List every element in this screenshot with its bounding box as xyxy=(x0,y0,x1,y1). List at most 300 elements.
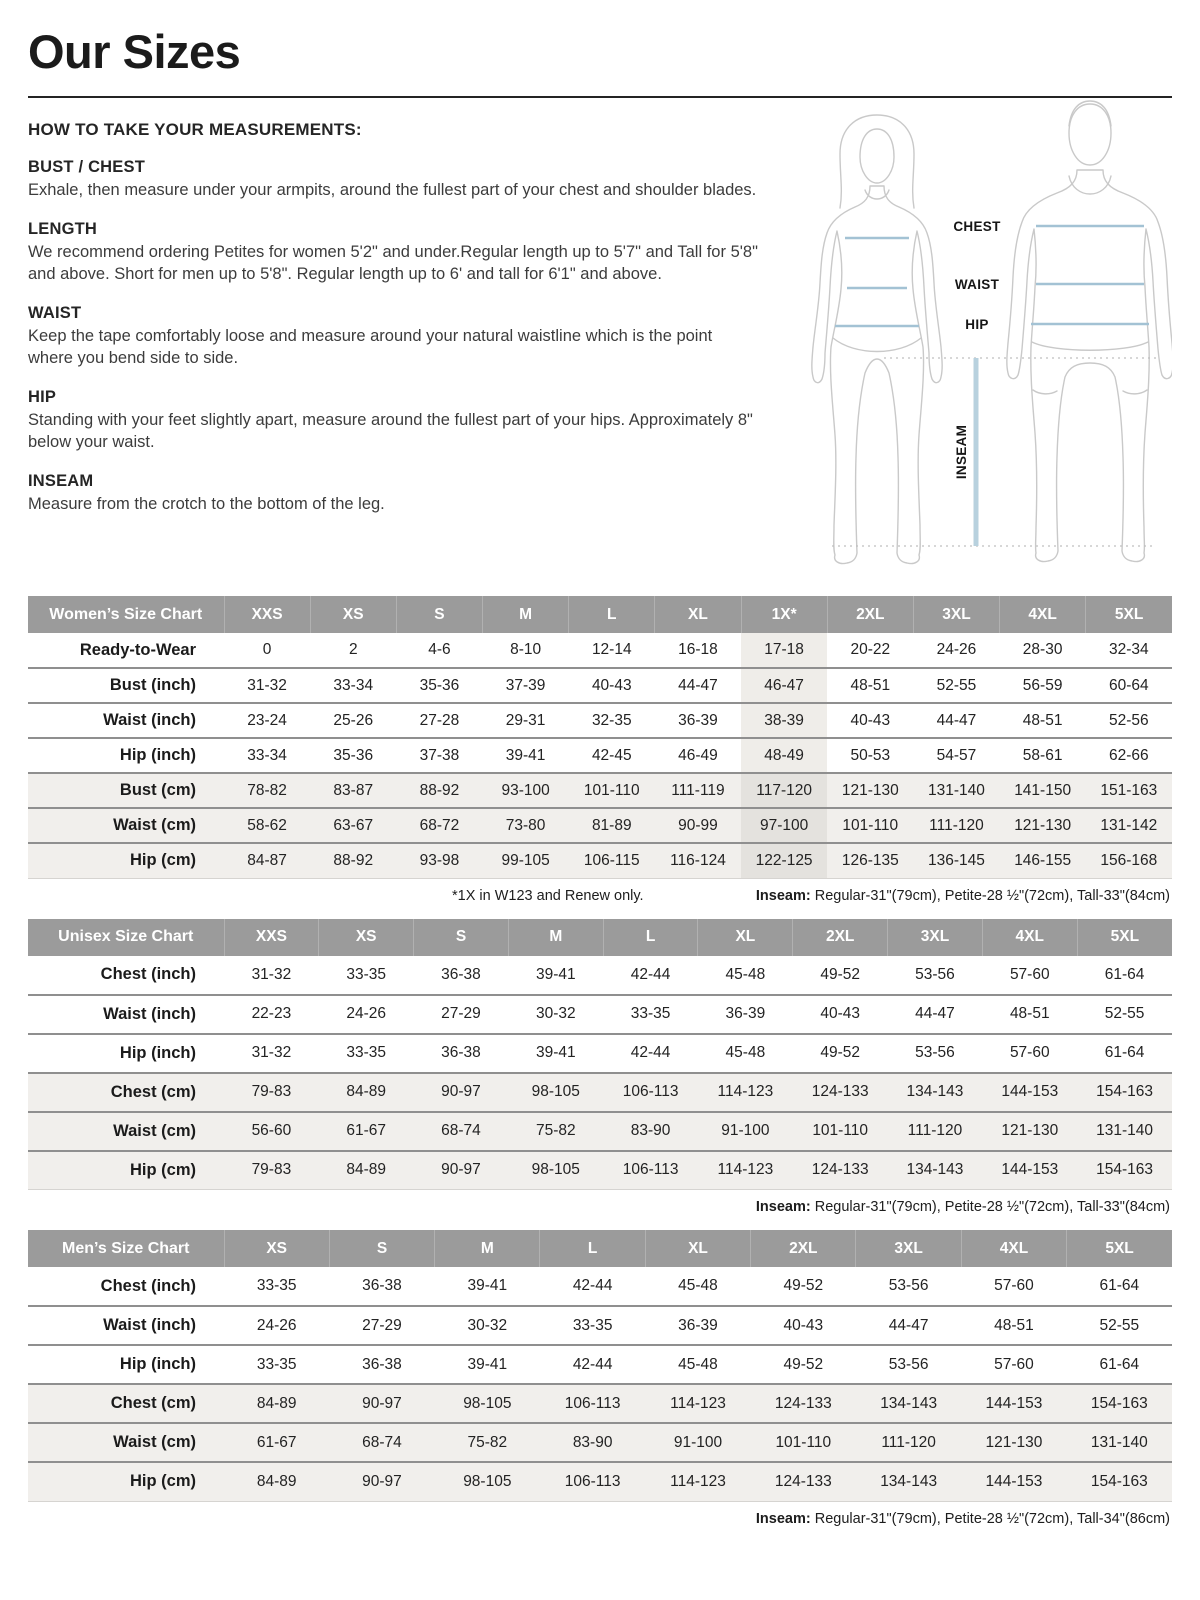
size-cell: 114-123 xyxy=(670,1394,726,1412)
table-header-row xyxy=(28,1230,1172,1267)
waist-label: WAIST xyxy=(954,277,1000,292)
size-cell: 37-39 xyxy=(505,676,546,694)
size-cell: 61-64 xyxy=(1104,1044,1145,1061)
table-header-row xyxy=(28,596,1172,633)
size-cell: 73-80 xyxy=(505,816,546,834)
size-cell: 36-38 xyxy=(362,1355,402,1373)
size-cell: 44-47 xyxy=(936,711,977,729)
size-column-header: M xyxy=(435,1230,540,1267)
woman-body xyxy=(812,186,942,564)
man-shorts-waistband xyxy=(1032,342,1148,350)
size-cell: 83-90 xyxy=(572,1433,613,1451)
size-cell: 35-36 xyxy=(333,746,374,764)
size-column-header: 2XL xyxy=(751,1230,856,1267)
size-cell: 27-29 xyxy=(362,1316,402,1334)
size-cell: 46-49 xyxy=(678,746,718,764)
size-column-header: XS xyxy=(224,1230,329,1267)
row-label: Bust (cm) xyxy=(119,781,196,799)
size-cell: 36-39 xyxy=(678,1316,718,1334)
size-cell: 0 xyxy=(262,641,272,658)
page-title: Our Sizes xyxy=(28,25,241,78)
size-column-header: 4XL xyxy=(961,1230,1066,1267)
size-cell: 131-140 xyxy=(1096,1122,1154,1139)
size-cell: 48-51 xyxy=(1009,1005,1050,1022)
size-cell: 79-83 xyxy=(251,1161,292,1179)
size-cell: 151-163 xyxy=(1100,781,1158,799)
inseam-note-text: Regular-31"(79cm), Petite-28 ½"(72cm), Tall-33"(84cm) xyxy=(810,887,1170,904)
womens-size-chart-section xyxy=(28,596,1172,911)
row-label: Hip (cm) xyxy=(130,1160,196,1179)
size-cell: 42-44 xyxy=(630,965,671,983)
row-label: Hip (inch) xyxy=(119,746,196,764)
size-cell: 45-48 xyxy=(725,1044,766,1061)
size-cell: 37-38 xyxy=(419,746,460,764)
size-column-header: M xyxy=(508,919,603,956)
size-cell: 75-82 xyxy=(467,1433,508,1451)
row-label: Waist (cm) xyxy=(113,1433,196,1451)
mens-size-chart-table xyxy=(28,1230,1172,1502)
size-cell: 42-44 xyxy=(572,1355,613,1373)
measurement-diagram xyxy=(772,96,1172,588)
section-body-waist: Keep the tape comfortably loose and measure around your natural waistline which is the point where you bend side to side. xyxy=(28,326,713,367)
section-title-bust-chest: BUST / CHEST xyxy=(28,158,145,176)
inseam-note-text: Regular-31"(79cm), Petite-28 ½"(72cm), Tall-34"(86cm) xyxy=(810,1510,1170,1527)
table-row xyxy=(28,703,1172,738)
mens-table-footnotes xyxy=(28,1502,1172,1534)
size-column-header: 1X* xyxy=(741,596,827,633)
size-cell: 29-31 xyxy=(505,711,546,729)
table-row xyxy=(28,1345,1172,1384)
size-cell: 58-62 xyxy=(247,816,287,834)
size-cell: 45-48 xyxy=(725,965,766,983)
size-cell: 114-123 xyxy=(717,1161,774,1179)
table-row xyxy=(28,1306,1172,1345)
size-cell: 68-74 xyxy=(362,1433,402,1451)
hip-label: HIP xyxy=(965,317,989,332)
size-cell: 154-163 xyxy=(1096,1083,1154,1100)
man-head xyxy=(1069,104,1111,165)
size-cell: 63-67 xyxy=(333,816,374,834)
size-column-header: L xyxy=(603,919,698,956)
row-label: Hip (inch) xyxy=(119,1043,196,1062)
size-cell: 124-133 xyxy=(774,1394,832,1412)
unisex-inseam-note xyxy=(756,1199,1170,1215)
size-cell: 24-26 xyxy=(346,1005,387,1022)
man-shorts-hem-right xyxy=(1123,390,1147,394)
woman-face xyxy=(860,129,894,183)
size-cell: 33-34 xyxy=(247,746,287,764)
size-cell: 75-82 xyxy=(535,1122,576,1139)
inseam-note-text: Regular-31"(79cm), Petite-28 ½"(72cm), Tall-33"(84cm) xyxy=(810,1199,1170,1215)
body-outlines-illustration xyxy=(772,96,1172,570)
size-cell: 45-48 xyxy=(678,1355,718,1373)
size-cell: 20-22 xyxy=(850,641,891,658)
inseam-note-label: Inseam: xyxy=(755,887,811,904)
size-cell: 78-82 xyxy=(247,781,287,799)
size-cell: 39-41 xyxy=(535,1044,576,1061)
size-cell: 53-56 xyxy=(915,965,955,983)
size-cell: 144-153 xyxy=(1001,1083,1059,1100)
size-cell: 98-105 xyxy=(463,1472,512,1490)
size-cell: 61-67 xyxy=(346,1122,387,1139)
size-cell: 33-34 xyxy=(333,676,374,694)
table-row xyxy=(28,843,1172,878)
inseam-note-label: Inseam: xyxy=(755,1199,811,1215)
size-column-header: XL xyxy=(645,1230,750,1267)
size-cell: 101-110 xyxy=(775,1433,832,1451)
size-cell: 45-48 xyxy=(678,1277,718,1294)
size-cell: 98-105 xyxy=(531,1161,580,1179)
size-cell: 48-51 xyxy=(1022,711,1063,729)
row-label: Waist (inch) xyxy=(103,711,196,729)
size-cell: 124-133 xyxy=(811,1161,869,1179)
size-column-header: 5XL xyxy=(1077,919,1172,956)
size-cell: 57-60 xyxy=(994,1277,1034,1294)
size-cell: 12-14 xyxy=(591,641,632,658)
size-cell: 88-92 xyxy=(333,851,374,869)
size-cell: 44-47 xyxy=(888,1316,929,1334)
size-column-header: L xyxy=(569,596,655,633)
size-cell: 136-145 xyxy=(928,851,985,869)
size-cell: 25-26 xyxy=(333,711,374,729)
size-cell: 36-39 xyxy=(678,711,718,729)
size-cell: 90-97 xyxy=(362,1394,402,1412)
woman-bikini-line xyxy=(833,338,921,352)
size-cell: 106-113 xyxy=(564,1394,621,1412)
section-body-hip: Standing with your feet slightly apart, measure around the fullest part of your hips. Approximately 8" below your waist. xyxy=(28,410,753,451)
size-cell: 101-110 xyxy=(842,816,899,834)
size-cell: 27-28 xyxy=(419,711,460,729)
size-cell: 98-105 xyxy=(463,1394,512,1412)
table-row xyxy=(28,1151,1172,1190)
size-column-header: L xyxy=(540,1230,645,1267)
size-column-header: 5XL xyxy=(1086,596,1172,633)
size-cell: 144-153 xyxy=(985,1394,1043,1412)
size-cell: 60-64 xyxy=(1109,676,1149,694)
size-cell: 49-52 xyxy=(820,1044,860,1061)
row-label: Waist (inch) xyxy=(103,1316,196,1334)
size-cell: 42-44 xyxy=(572,1277,613,1294)
size-cell: 154-163 xyxy=(1090,1394,1148,1412)
section-body-bust-chest: Exhale, then measure under your armpits, around the fullest part of your chest and shoulder blades. xyxy=(28,181,757,199)
size-cell: 98-105 xyxy=(531,1083,580,1100)
table-row xyxy=(28,808,1172,843)
size-cell: 122-125 xyxy=(741,843,827,878)
man-figure xyxy=(1007,101,1172,562)
size-cell: 49-52 xyxy=(783,1277,824,1294)
row-label: Ready-to-Wear xyxy=(79,640,196,659)
size-column-header: XS xyxy=(319,919,414,956)
size-cell: 124-133 xyxy=(774,1472,832,1490)
size-column-header: S xyxy=(414,919,509,956)
size-cell: 68-74 xyxy=(441,1122,481,1139)
size-cell: 101-110 xyxy=(583,781,640,799)
size-cell: 141-150 xyxy=(1014,781,1072,799)
size-cell: 31-32 xyxy=(251,1044,292,1061)
size-cell: 90-97 xyxy=(441,1161,481,1179)
size-cell: 53-56 xyxy=(888,1355,929,1373)
size-cell: 32-35 xyxy=(591,711,632,729)
size-cell: 121-130 xyxy=(1001,1122,1059,1139)
size-cell: 42-45 xyxy=(591,746,632,764)
size-cell: 46-47 xyxy=(741,668,827,703)
size-cell: 144-153 xyxy=(985,1472,1043,1490)
section-title-length: LENGTH xyxy=(28,219,98,238)
table-row xyxy=(28,1462,1172,1501)
table-row xyxy=(28,668,1172,703)
size-column-header: XXS xyxy=(224,919,319,956)
size-cell: 61-64 xyxy=(1099,1277,1140,1294)
table-row xyxy=(28,1034,1172,1073)
row-label: Waist (cm) xyxy=(113,816,196,834)
size-cell: 57-60 xyxy=(994,1355,1034,1373)
size-cell: 156-168 xyxy=(1100,851,1158,869)
size-column-header: 2XL xyxy=(793,919,888,956)
section-title-inseam: INSEAM xyxy=(28,471,94,490)
mens-size-chart-section xyxy=(28,1230,1172,1534)
size-cell: 40-43 xyxy=(591,676,632,694)
size-cell: 52-55 xyxy=(1099,1316,1140,1334)
man-shorts-hem-left xyxy=(1033,390,1057,394)
size-cell: 30-32 xyxy=(467,1316,508,1334)
size-cell: 99-105 xyxy=(501,851,550,869)
size-cell: 52-55 xyxy=(936,676,977,694)
size-cell: 134-143 xyxy=(906,1083,964,1100)
womens-table-footnotes xyxy=(28,879,1172,911)
size-cell: 56-59 xyxy=(1022,676,1063,694)
size-cell: 28-30 xyxy=(1022,641,1063,658)
size-cell: 39-41 xyxy=(535,965,576,983)
section-body-length: We recommend ordering Petites for women 5'2" and under.Regular length up to 5'7" and Tall for 5'8" and above. Short for men up to 5'8". Regular length up to 6' and tall for 6'1" and above. xyxy=(28,242,758,283)
size-cell: 36-39 xyxy=(725,1005,766,1022)
table-title: Unisex Size Chart xyxy=(28,919,224,956)
size-cell: 84-89 xyxy=(346,1161,387,1179)
table-row xyxy=(28,995,1172,1034)
size-column-header: XL xyxy=(698,919,793,956)
size-column-header: 5XL xyxy=(1067,1230,1172,1267)
womens-inseam-note xyxy=(756,888,1170,904)
table-title: Men’s Size Chart xyxy=(28,1230,224,1267)
size-cell: 61-64 xyxy=(1099,1355,1140,1373)
size-cell: 84-89 xyxy=(256,1472,297,1490)
size-column-header: 3XL xyxy=(856,1230,961,1267)
size-cell: 134-143 xyxy=(880,1472,938,1490)
size-cell: 116-124 xyxy=(670,851,726,869)
intro-heading: HOW TO TAKE YOUR MEASUREMENTS: xyxy=(28,120,362,139)
size-cell: 134-143 xyxy=(880,1394,938,1412)
size-column-header: M xyxy=(483,596,569,633)
section-body-inseam: Measure from the crotch to the bottom of the leg. xyxy=(28,494,385,513)
1x-footnote: *1X in W123 and Renew only. xyxy=(452,887,644,904)
size-cell: 33-35 xyxy=(572,1316,613,1334)
size-cell: 84-87 xyxy=(247,851,287,869)
table-row xyxy=(28,1112,1172,1151)
table-row xyxy=(28,773,1172,808)
size-column-header: 4XL xyxy=(1000,596,1086,633)
size-cell: 154-163 xyxy=(1090,1472,1148,1490)
size-cell: 33-35 xyxy=(346,965,387,983)
table-row xyxy=(28,738,1172,773)
row-label: Waist (cm) xyxy=(113,1121,196,1140)
size-cell: 42-44 xyxy=(630,1044,671,1061)
size-cell: 131-142 xyxy=(1100,816,1158,834)
mens-inseam-note xyxy=(756,1511,1170,1527)
man-hair xyxy=(1069,101,1111,126)
size-cell: 48-51 xyxy=(850,676,891,694)
size-column-header: S xyxy=(329,1230,434,1267)
size-cell: 79-83 xyxy=(251,1083,292,1100)
row-label: Chest (inch) xyxy=(100,965,196,983)
size-cell: 49-52 xyxy=(783,1355,824,1373)
size-cell: 131-140 xyxy=(928,781,985,799)
size-cell: 23-24 xyxy=(247,711,287,729)
size-column-header: XXS xyxy=(224,596,310,633)
size-cell: 114-123 xyxy=(717,1083,774,1100)
size-cell: 111-120 xyxy=(881,1433,936,1451)
size-cell: 62-66 xyxy=(1109,746,1149,764)
table-header-row xyxy=(28,919,1172,956)
size-column-header: S xyxy=(396,596,482,633)
size-cell: 36-38 xyxy=(441,965,481,983)
size-cell: 53-56 xyxy=(888,1277,929,1294)
size-cell: 121-130 xyxy=(841,781,899,799)
table-row xyxy=(28,1073,1172,1112)
size-cell: 90-99 xyxy=(678,816,718,834)
size-cell: 33-35 xyxy=(256,1277,297,1294)
size-cell: 49-52 xyxy=(820,965,860,983)
unisex-size-chart-table xyxy=(28,919,1172,1191)
size-cell: 131-140 xyxy=(1090,1433,1148,1451)
row-label: Chest (cm) xyxy=(110,1082,196,1101)
size-cell: 106-113 xyxy=(622,1161,679,1179)
inseam-note-label: Inseam: xyxy=(755,1510,811,1527)
size-cell: 40-43 xyxy=(820,1005,860,1022)
size-cell: 93-100 xyxy=(501,781,550,799)
table-row xyxy=(28,633,1172,668)
size-cell: 40-43 xyxy=(783,1316,824,1334)
size-cell: 68-72 xyxy=(419,816,460,834)
size-cell: 52-55 xyxy=(1104,1005,1145,1022)
size-cell: 121-130 xyxy=(985,1433,1043,1451)
size-cell: 154-163 xyxy=(1096,1161,1154,1179)
size-cell: 24-26 xyxy=(936,641,977,658)
size-column-header: XS xyxy=(310,596,396,633)
size-cell: 126-135 xyxy=(841,851,899,869)
size-cell: 83-90 xyxy=(630,1122,671,1139)
intro-and-diagram xyxy=(28,114,1172,588)
size-cell: 90-97 xyxy=(441,1083,481,1100)
row-label: Chest (cm) xyxy=(110,1394,196,1412)
size-cell: 84-89 xyxy=(256,1394,297,1412)
section-title-hip: HIP xyxy=(28,387,57,406)
size-cell: 38-39 xyxy=(741,703,827,738)
row-label: Hip (cm) xyxy=(130,851,196,870)
table-row xyxy=(28,1267,1172,1306)
size-cell: 24-26 xyxy=(256,1316,297,1334)
size-cell: 4-6 xyxy=(428,641,451,658)
size-cell: 83-87 xyxy=(333,781,374,799)
size-column-header: 3XL xyxy=(913,596,999,633)
size-cell: 117-120 xyxy=(741,773,827,808)
size-cell: 44-47 xyxy=(678,676,718,694)
man-body xyxy=(1007,170,1172,562)
size-column-header: 2XL xyxy=(827,596,913,633)
size-cell: 36-38 xyxy=(441,1044,481,1061)
size-cell: 50-53 xyxy=(850,746,891,764)
size-cell: 111-119 xyxy=(671,781,725,799)
size-cell: 39-41 xyxy=(467,1355,508,1373)
size-cell: 91-100 xyxy=(673,1433,723,1451)
size-cell: 106-113 xyxy=(564,1472,621,1490)
size-cell: 22-23 xyxy=(251,1005,292,1022)
size-column-header: XL xyxy=(655,596,741,633)
row-label: Bust (inch) xyxy=(109,676,196,694)
size-column-header: 4XL xyxy=(982,919,1077,956)
size-cell: 44-47 xyxy=(915,1005,955,1022)
size-cell: 33-35 xyxy=(256,1355,297,1373)
measurement-instructions xyxy=(28,114,772,588)
size-cell: 27-29 xyxy=(441,1005,481,1022)
size-cell: 84-89 xyxy=(346,1083,387,1100)
womens-size-chart-table xyxy=(28,596,1172,879)
size-cell: 48-51 xyxy=(994,1316,1034,1334)
chest-label: CHEST xyxy=(953,219,1001,234)
size-cell: 56-60 xyxy=(251,1122,292,1139)
unisex-table-footnotes xyxy=(28,1190,1172,1222)
size-cell: 52-56 xyxy=(1109,711,1149,729)
size-cell: 35-36 xyxy=(419,676,460,694)
size-cell: 106-113 xyxy=(622,1083,679,1100)
inseam-label: INSEAM xyxy=(954,424,969,480)
woman-figure xyxy=(812,115,942,564)
size-cell: 39-41 xyxy=(467,1277,508,1294)
size-cell: 61-64 xyxy=(1104,965,1145,983)
size-cell: 40-43 xyxy=(850,711,891,729)
size-cell: 31-32 xyxy=(251,965,292,983)
size-cell: 2 xyxy=(348,641,358,658)
size-cell: 111-120 xyxy=(929,816,984,834)
size-cell: 33-35 xyxy=(630,1005,671,1022)
size-cell: 39-41 xyxy=(505,746,546,764)
size-cell: 33-35 xyxy=(346,1044,387,1061)
size-cell: 54-57 xyxy=(936,746,977,764)
size-cell: 36-38 xyxy=(362,1277,402,1294)
size-cell: 17-18 xyxy=(741,633,827,668)
size-cell: 146-155 xyxy=(1014,851,1072,869)
size-cell: 93-98 xyxy=(419,851,460,869)
size-cell: 114-123 xyxy=(670,1472,726,1490)
size-cell: 57-60 xyxy=(1009,1044,1050,1061)
row-label: Waist (inch) xyxy=(103,1004,196,1023)
size-cell: 81-89 xyxy=(591,816,632,834)
size-cell: 101-110 xyxy=(812,1122,869,1139)
row-label: Hip (cm) xyxy=(130,1472,196,1491)
size-cell: 106-115 xyxy=(583,851,640,869)
size-cell: 111-120 xyxy=(907,1122,963,1139)
size-cell: 90-97 xyxy=(362,1472,402,1490)
size-cell: 16-18 xyxy=(678,641,718,658)
size-cell: 53-56 xyxy=(915,1044,955,1061)
size-column-header: 3XL xyxy=(888,919,983,956)
table-row xyxy=(28,1423,1172,1462)
size-cell: 32-34 xyxy=(1109,641,1149,658)
size-cell: 97-100 xyxy=(741,808,827,843)
table-row xyxy=(28,956,1172,995)
size-cell: 58-61 xyxy=(1022,746,1063,764)
size-cell: 48-49 xyxy=(741,738,827,773)
size-cell: 61-67 xyxy=(256,1433,297,1451)
size-cell: 57-60 xyxy=(1009,965,1050,983)
